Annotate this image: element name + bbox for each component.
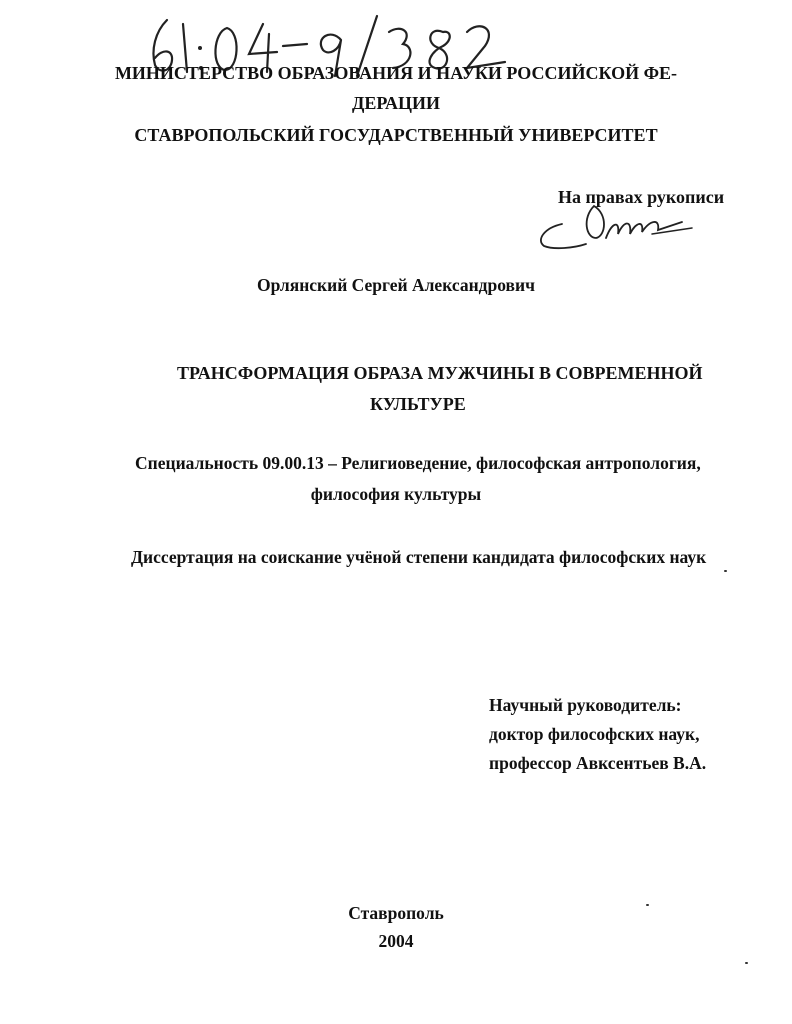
manuscript-rights: На правах рукописи [558, 187, 725, 207]
scan-speck [745, 962, 748, 964]
scan-speck [724, 570, 727, 572]
signature [532, 198, 702, 260]
scan-speck [646, 904, 649, 906]
year: 2004 [378, 931, 414, 951]
specialty-line-2: философия культуры [310, 484, 482, 504]
specialty-line-1: Специальность 09.00.13 – Религиоведение, философская антропология, [135, 453, 701, 473]
city: Ставрополь [348, 903, 444, 923]
ministry-line-2: ДЕРАЦИИ [351, 93, 441, 113]
ministry-line-1: МИНИСТЕРСТВО ОБРАЗОВАНИЯ И НАУКИ РОССИЙСКОЙ ФЕ- [114, 63, 678, 83]
title-line-1: ТРАНСФОРМАЦИЯ ОБРАЗА МУЖЧИНЫ В СОВРЕМЕННОЙ [177, 363, 703, 383]
author-name: Орлянский Сергей Александрович [257, 275, 535, 295]
dissertation-statement: Диссертация на соискание учёной степени кандидата философских наук [131, 547, 707, 567]
supervisor-degree: доктор философских наук, [489, 724, 700, 744]
title-line-2: КУЛЬТУРЕ [370, 394, 466, 414]
supervisor-label: Научный руководитель: [489, 695, 682, 715]
supervisor-name: профессор Авксентьев В.А. [489, 753, 707, 773]
university-name: СТАВРОПОЛЬСКИЙ ГОСУДАРСТВЕННЫЙ УНИВЕРСИТЕТ [134, 125, 658, 145]
